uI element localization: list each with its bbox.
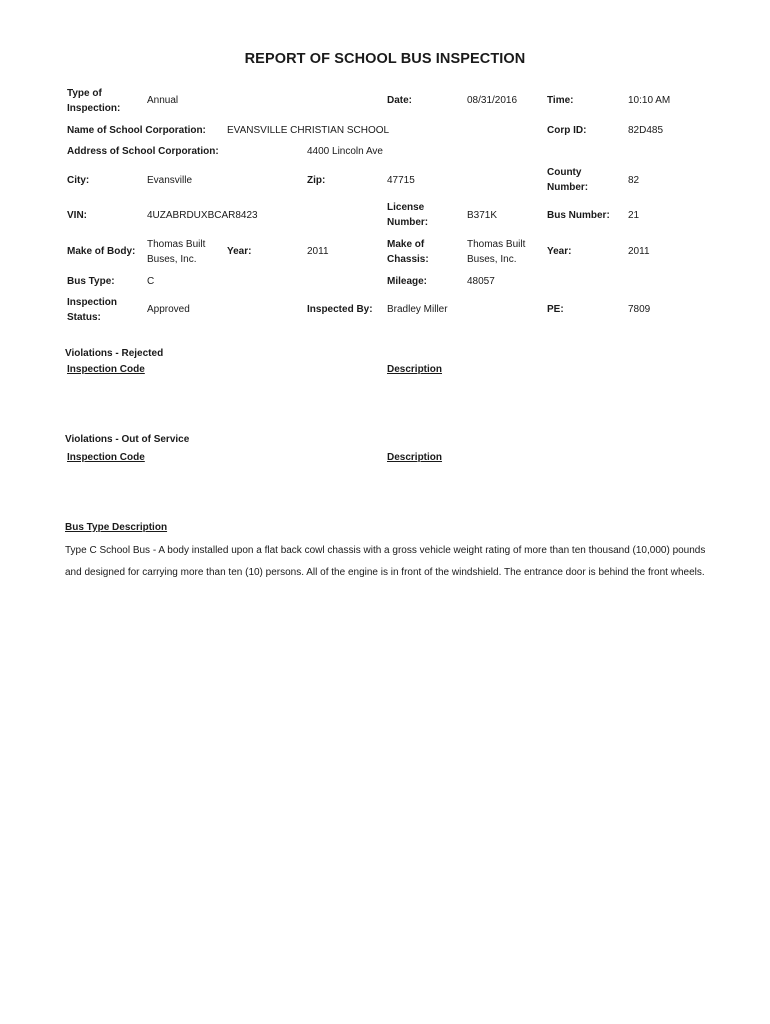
type-of-inspection-value: Annual [147,95,179,106]
body-year-value: 2011 [307,246,329,257]
make-of-body-value-line2: Buses, Inc. [147,254,197,265]
date-label: Date: [387,95,413,106]
city-value: Evansville [147,175,193,186]
license-number-label [387,200,428,230]
mileage-value: 48057 [467,276,495,287]
city-label: City: [67,175,90,186]
license-number-label-line2: Number: [387,217,429,228]
pe-label: PE: [547,304,564,315]
county-number-label-line1: County [547,167,582,178]
inspection-status-label [67,295,117,325]
school-corp-value: EVANSVILLE CHRISTIAN SCHOOL [227,125,390,136]
address-label: Address of School Corporation: [67,146,219,157]
vin-label: VIN: [67,210,87,221]
make-of-chassis-label [387,237,429,267]
mileage-label: Mileage: [387,276,428,287]
inspection-status-value: Approved [147,304,190,315]
inspected-by-value: Bradley Miller [387,304,448,315]
vin-value: 4UZABRDUXBCAR8423 [147,210,258,221]
corp-id-value: 82D485 [628,125,664,136]
violations-rejected-code-header: Inspection Code [67,364,145,375]
bus-number-value: 21 [628,210,640,221]
county-number-label [547,165,588,195]
inspected-by-label: Inspected By: [307,304,373,315]
chassis-year-value: 2011 [628,246,650,257]
pe-value: 7809 [628,304,651,315]
corp-id-label: Corp ID: [547,125,587,136]
make-of-body-value [147,237,205,267]
bus-type-description-heading: Bus Type Description [65,522,168,533]
county-number-value: 82 [628,175,640,186]
time-label: Time: [547,95,574,106]
report-title: REPORT OF SCHOOL BUS INSPECTION [244,51,526,67]
zip-value: 47715 [387,175,415,186]
bus-number-label: Bus Number: [547,210,610,221]
school-corp-label: Name of School Corporation: [67,125,206,136]
make-of-chassis-value [467,237,525,267]
violations-oos-desc-header: Description [387,452,443,463]
license-number-label-line1: License [387,202,425,213]
make-of-chassis-label-line1: Make of [387,239,425,250]
inspection-status-label-line1: Inspection [67,297,118,308]
inspection-status-label-line2: Status: [67,312,101,323]
make-of-body-label: Make of Body: [67,246,136,257]
violations-oos-heading: Violations - Out of Service [65,434,190,445]
violations-rejected-heading: Violations - Rejected [65,348,164,359]
make-of-chassis-value-line2: Buses, Inc. [467,254,517,265]
body-year-label: Year: [227,246,252,257]
bus-type-label: Bus Type: [67,276,115,287]
type-of-inspection-label-line2: Inspection: [67,103,121,114]
bus-type-description-text: Type C School Bus - A body installed upon a flat back cowl chassis with a gross vehicle weight rating of more than ten thousand (10,000) pounds and designed for carrying more than ten (10) persons. All of the engine is in front of the windshield. The entrance door is behind the front wheels. [65,545,706,578]
make-of-body-value-line1: Thomas Built [147,239,206,250]
time-value: 10:10 AM [628,95,671,106]
address-value: 4400 Lincoln Ave [307,146,383,157]
make-of-chassis-value-line1: Thomas Built [467,239,526,250]
bus-type-value: C [147,276,155,287]
type-of-inspection-label-line1: Type of [67,88,102,99]
date-value: 08/31/2016 [467,95,518,106]
county-number-label-line2: Number: [547,182,589,193]
type-of-inspection-label [67,86,120,116]
zip-label: Zip: [307,175,326,186]
license-number-value: B371K [467,210,498,221]
chassis-year-label: Year: [547,246,572,257]
violations-rejected-desc-header: Description [387,364,443,375]
violations-oos-code-header: Inspection Code [67,452,145,463]
make-of-chassis-label-line2: Chassis: [387,254,429,265]
